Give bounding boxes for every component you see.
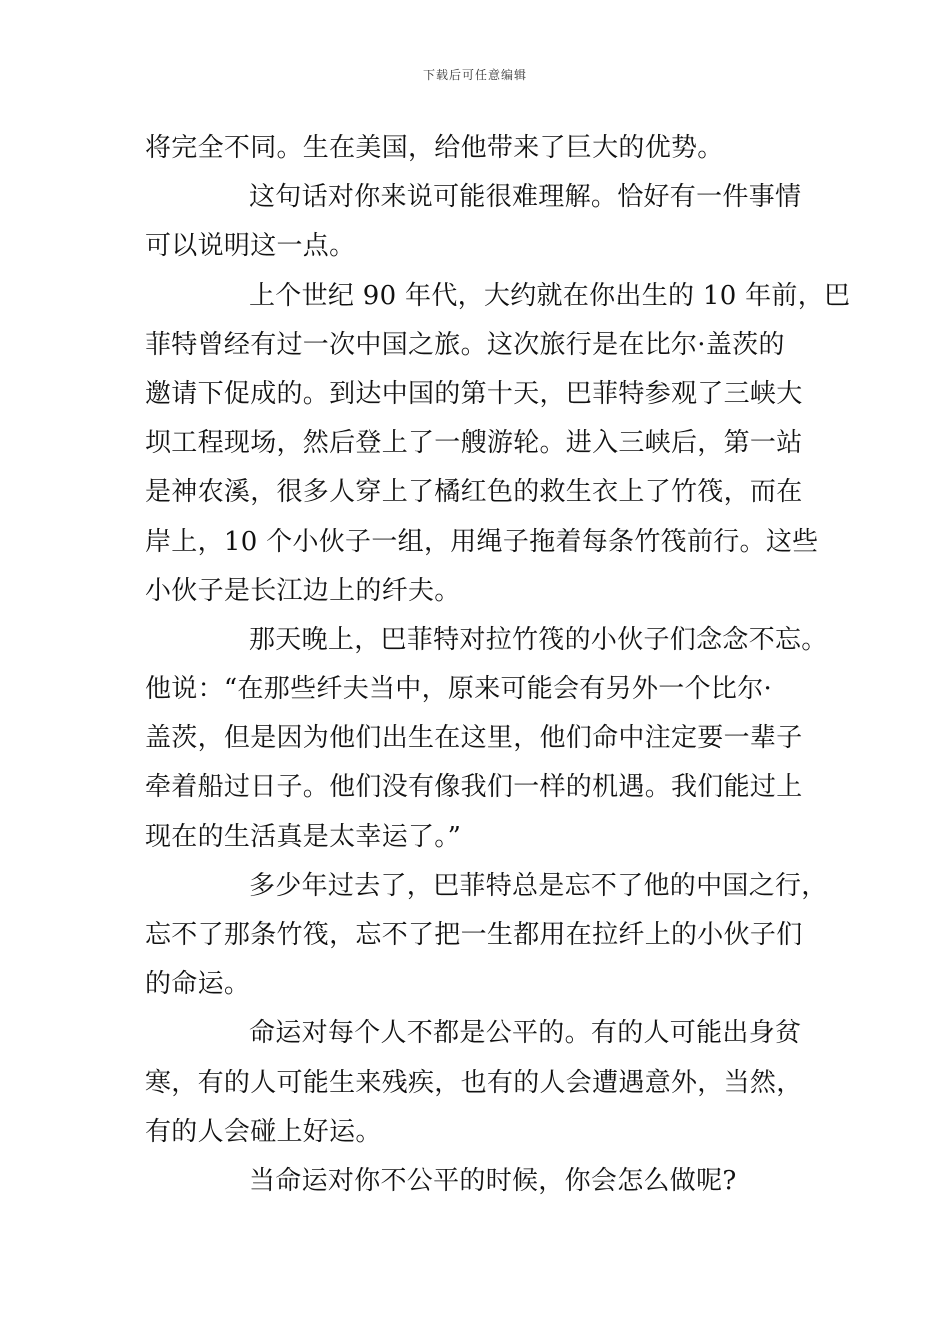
text-line: 寒，有的人可能生来残疾，也有的人会遭遇意外，当然， — [145, 1067, 803, 1098]
text-line: 这句话对你来说可能很难理解。恰好有一件事情 — [249, 182, 802, 213]
text-line: 的命运。 — [145, 969, 251, 1000]
text-line: 岸上，10 个小伙子一组，用绳子拖着每条竹筏前行。这些 — [145, 526, 819, 557]
text-line: 邀请下促成的。到达中国的第十天，巴菲特参观了三峡大 — [145, 378, 803, 409]
document-body — [145, 124, 851, 1206]
text-line: 将完全不同。生在美国，给他带来了巨大的优势。 — [145, 133, 724, 163]
text-line: 牵着船过日子。他们没有像我们一样的机遇。我们能过上 — [145, 772, 803, 803]
text-line: 当命运对你不公平的时候，你会怎么做呢? — [249, 1165, 737, 1196]
text-line: 小伙子是长江边上的纤夫。 — [145, 575, 461, 606]
page-header: 下载后可任意编辑 — [422, 68, 527, 82]
text-line: 可以说明这一点。 — [145, 231, 356, 262]
text-line: 那天晚上，巴菲特对拉竹筏的小伙子们念念不忘。 — [249, 624, 828, 655]
text-line: 上个世纪 90 年代，大约就在你出生的 10 年前，巴 — [249, 280, 851, 311]
text-line: 坝工程现场，然后登上了一艘游轮。进入三峡后，第一站 — [145, 428, 803, 459]
text-line: 有的人会碰上好运。 — [145, 1116, 382, 1147]
text-line: 忘不了那条竹筏，忘不了把一生都用在拉纤上的小伙子们 — [145, 920, 803, 950]
text-line: 现在的生活真是太幸运了。” — [145, 821, 462, 852]
text-line: 他说：“在那些纤夫当中，原来可能会有另外一个比尔· — [145, 674, 773, 705]
text-line: 盖茨，但是因为他们出生在这里，他们命中注定要一辈子 — [145, 723, 803, 754]
text-line: 命运对每个人不都是公平的。有的人可能出身贫 — [249, 1018, 802, 1049]
text-line: 多少年过去了，巴菲特总是忘不了他的中国之行， — [249, 870, 828, 901]
text-line: 菲特曾经有过一次中国之旅。这次旅行是在比尔·盖茨的 — [145, 329, 785, 360]
text-line: 是神农溪，很多人穿上了橘红色的救生衣上了竹筏，而在 — [145, 477, 803, 508]
